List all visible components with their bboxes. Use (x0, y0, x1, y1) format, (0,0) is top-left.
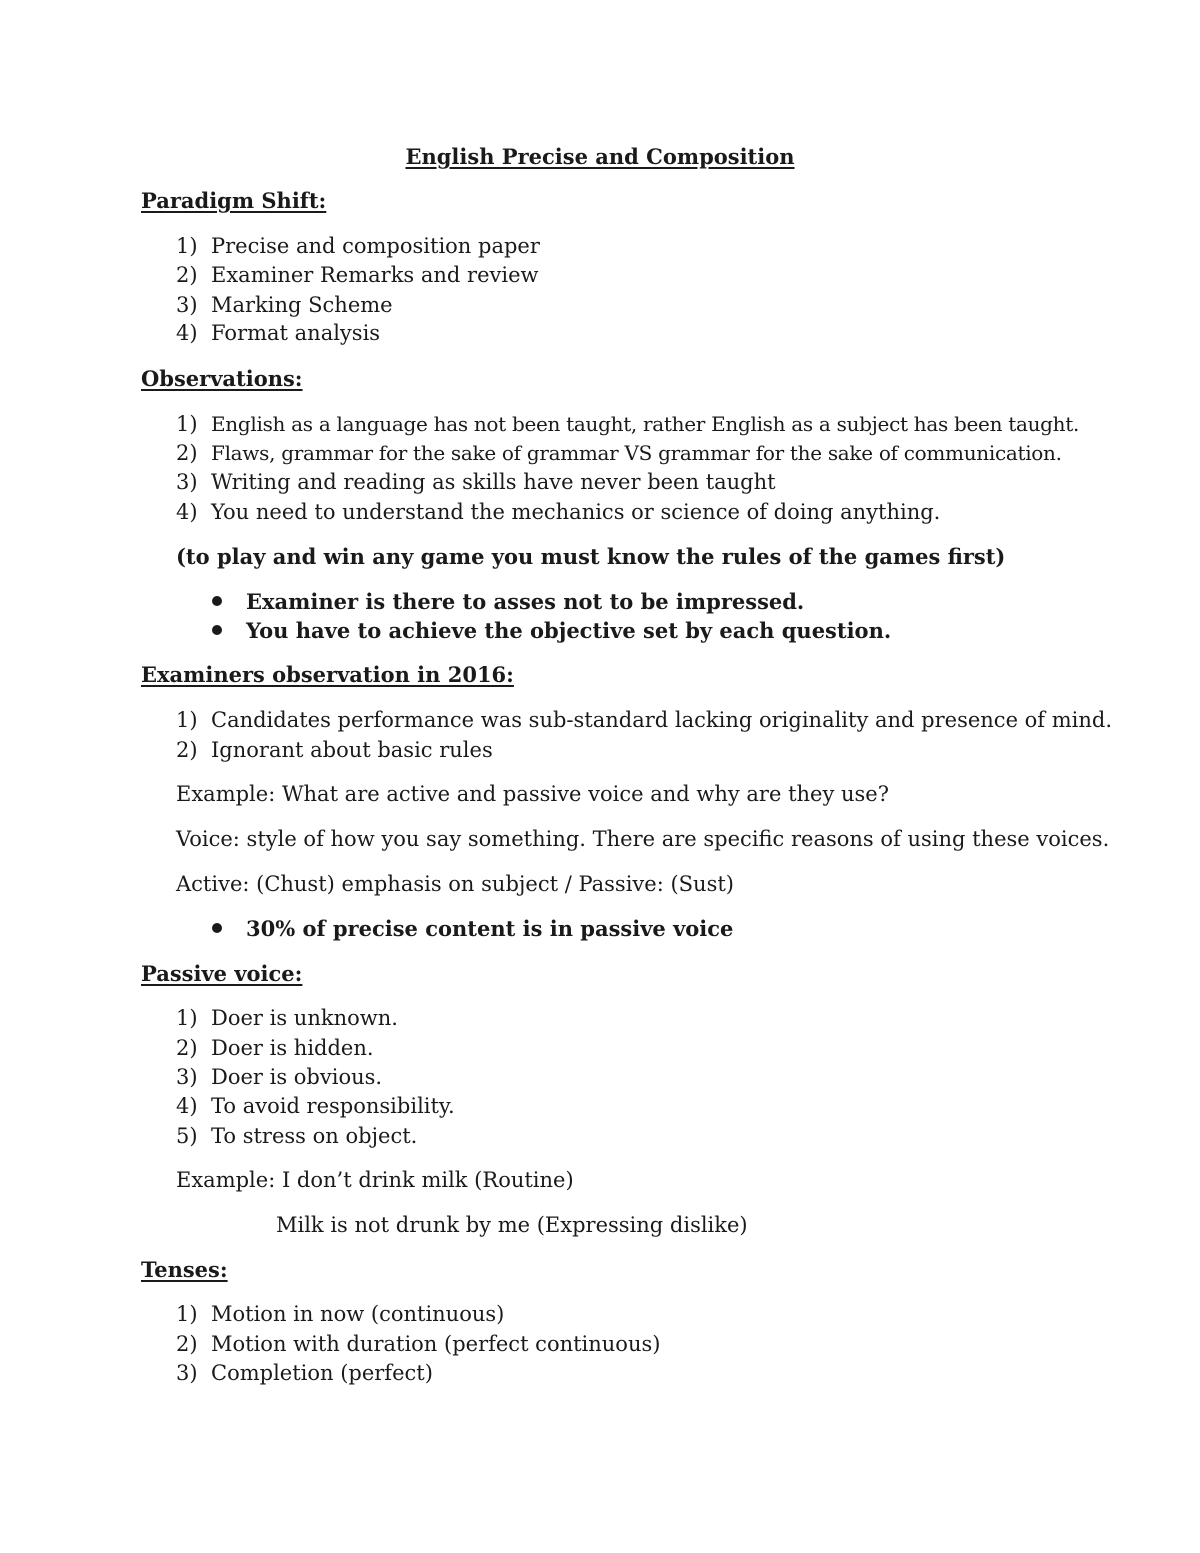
list-item: To stress on object. (211, 1124, 418, 1148)
section-heading-tenses: Tenses: (141, 1257, 228, 1282)
list-item: Flaws, grammar for the sake of grammar VS grammar for the sake of communication. (211, 441, 1062, 465)
page-title: English Precise and Composition (405, 144, 795, 169)
list-item: English as a language has not been taught, rather English as a subject has been taught. (211, 412, 1080, 436)
list-item-number: 3) (176, 1361, 198, 1385)
list-item: You need to understand the mechanics or science of doing anything. (211, 500, 941, 524)
list-item: Completion (perfect) (211, 1361, 433, 1385)
bullet-dot (212, 596, 222, 606)
paragraph-example-voice: Example: What are active and passive voice and why are they use? (176, 782, 889, 806)
list-item-number: 2) (176, 441, 198, 465)
section-heading-paradigm-shift: Paradigm Shift: (141, 188, 327, 213)
list-item: Writing and reading as skills have never been taught (211, 470, 776, 494)
list-item: Examiner Remarks and review (211, 263, 539, 287)
list-item-number: 4) (176, 500, 198, 524)
bullet-dot (212, 625, 222, 635)
note-rules-of-game: (to play and win any game you must know the rules of the games first) (176, 544, 1006, 569)
list-item: Candidates performance was sub-standard lacking originality and presence of mind. (211, 708, 1113, 732)
list-item: Doer is obvious. (211, 1065, 383, 1089)
paragraph-example-milk-passive: Milk is not drunk by me (Expressing dislike) (276, 1213, 748, 1237)
bullet-item: 30% of precise content is in passive voice (246, 916, 734, 941)
list-item: To avoid responsibility. (211, 1094, 455, 1118)
list-item-number: 4) (176, 321, 198, 345)
list-item-number: 1) (176, 1006, 198, 1030)
list-item-number: 2) (176, 738, 198, 762)
bullet-item: Examiner is there to asses not to be impressed. (246, 589, 805, 614)
section-heading-observations: Observations: (141, 366, 303, 391)
list-item: Marking Scheme (211, 293, 393, 317)
list-item: Precise and composition paper (211, 234, 540, 258)
list-item-number: 1) (176, 412, 198, 436)
paragraph-example-milk: Example: I don’t drink milk (Routine) (176, 1168, 574, 1192)
section-heading-examiners-observation: Examiners observation in 2016: (141, 662, 514, 687)
bullet-item: You have to achieve the objective set by each question. (246, 618, 892, 643)
list-item-number: 3) (176, 293, 198, 317)
list-item-number: 2) (176, 1036, 198, 1060)
list-item: Doer is unknown. (211, 1006, 398, 1030)
list-item: Format analysis (211, 321, 381, 345)
list-item: Motion with duration (perfect continuous) (211, 1332, 661, 1356)
list-item: Doer is hidden. (211, 1036, 374, 1060)
list-item: Motion in now (continuous) (211, 1302, 505, 1326)
paragraph-active-passive: Active: (Chust) emphasis on subject / Passive: (Sust) (176, 872, 734, 896)
section-heading-passive-voice: Passive voice: (141, 961, 303, 986)
list-item-number: 5) (176, 1124, 198, 1148)
paragraph-voice-definition: Voice: style of how you say something. There are specific reasons of using these voices. (176, 827, 1110, 851)
bullet-dot (212, 923, 222, 933)
list-item-number: 3) (176, 470, 198, 494)
list-item-number: 1) (176, 708, 198, 732)
list-item-number: 2) (176, 263, 198, 287)
list-item-number: 2) (176, 1332, 198, 1356)
list-item-number: 1) (176, 1302, 198, 1326)
list-item: Ignorant about basic rules (211, 738, 493, 762)
list-item-number: 4) (176, 1094, 198, 1118)
list-item-number: 3) (176, 1065, 198, 1089)
list-item-number: 1) (176, 234, 198, 258)
